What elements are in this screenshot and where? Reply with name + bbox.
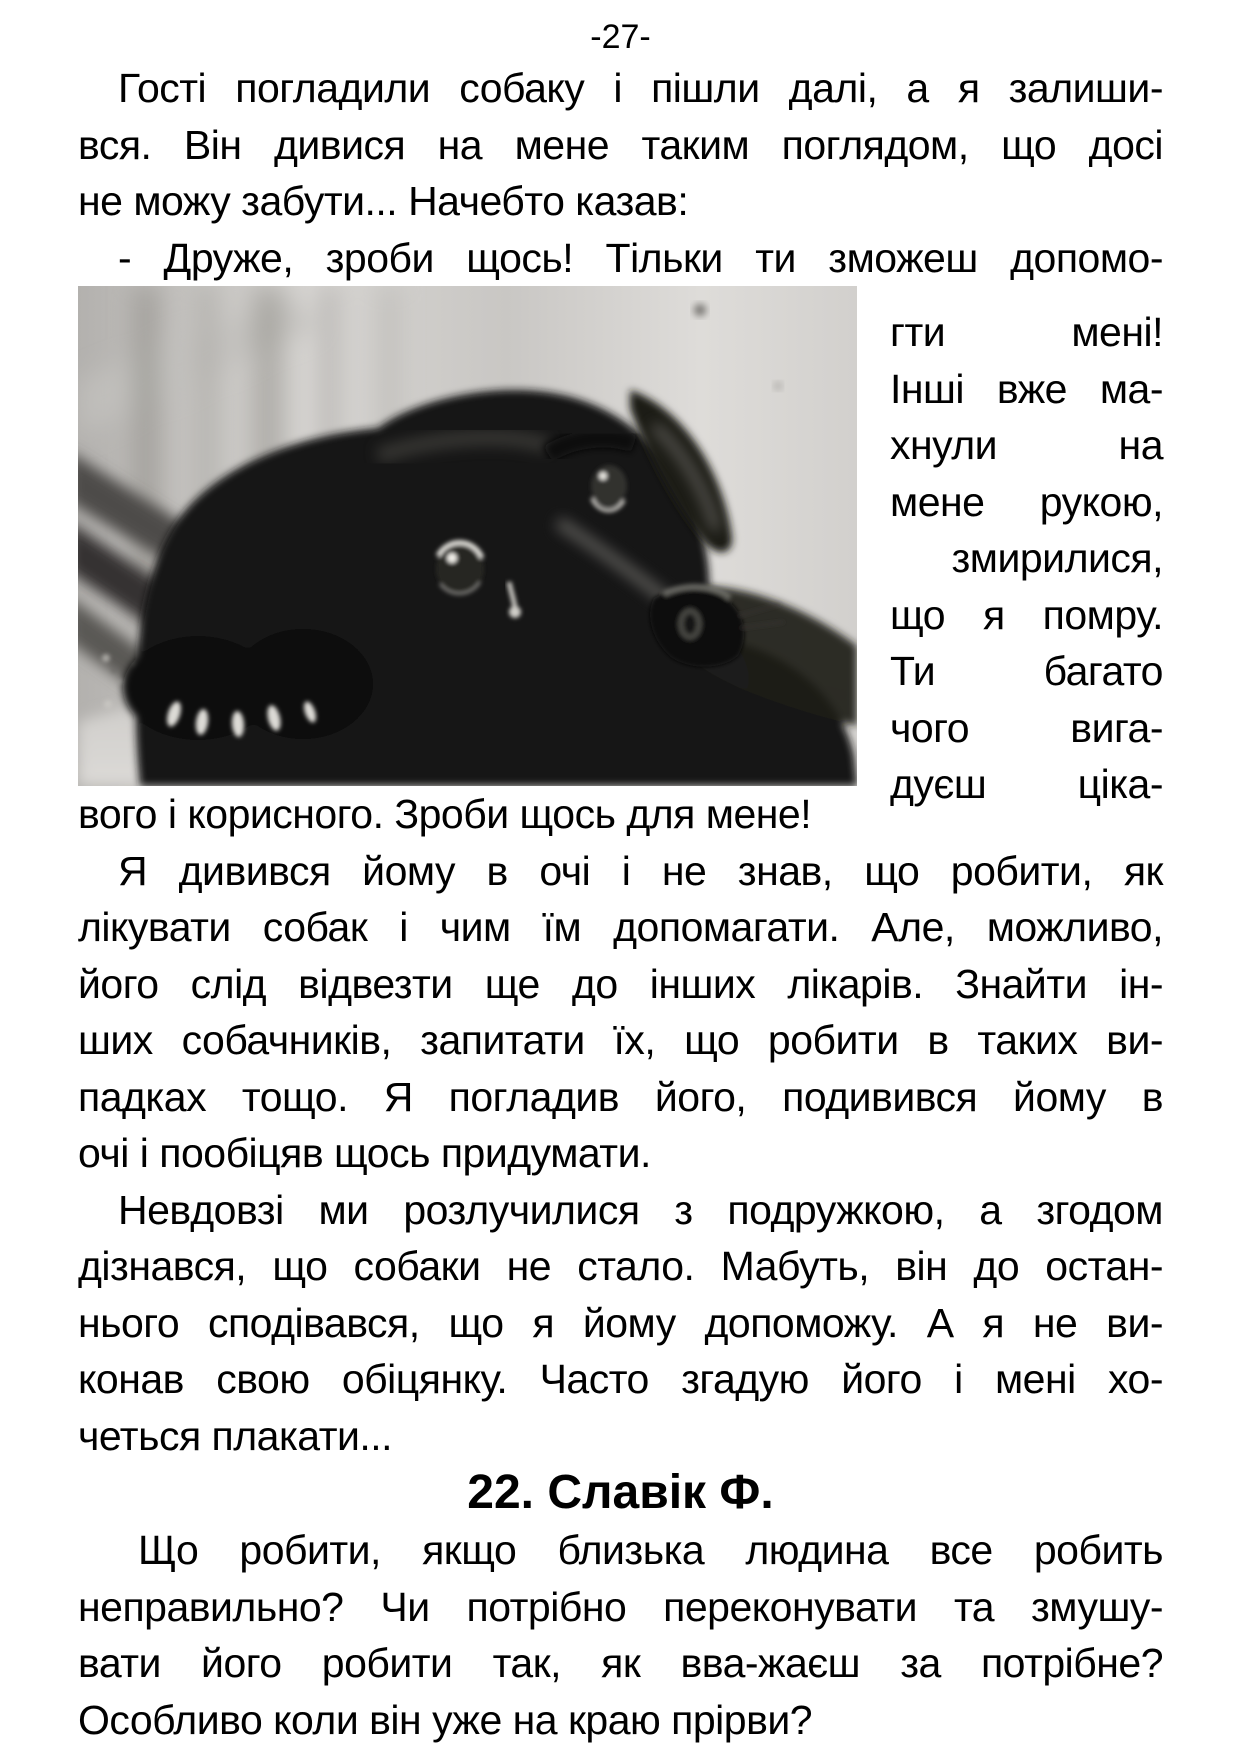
text-line: нього сподівався, що я йому допоможу. А я не ви- [78,1299,1163,1346]
text-line: змирилися, [951,535,1163,581]
dialog-last-line: вого і корисного. Зроби щось для мене! [78,791,812,837]
page-number: -27- [590,18,651,56]
text-line: четься плакати... [78,1412,393,1459]
paragraph-4 [78,1182,1163,1465]
text-line: вати його робити так, як вва-жаєш за потрібне? [78,1640,1163,1686]
text-line: конав свою обіцянку. Часто згадую його і мені хо- [78,1356,1163,1402]
text-line: Особливо коли він уже на краю прірви? [78,1696,813,1743]
text-line: неправильно? Чи потрібно переконувати та змушу- [78,1583,1163,1630]
text-line: мене рукою, [890,478,1163,525]
section-heading: 22. Славік Ф. [467,1466,774,1519]
text-line: що я помру. [890,591,1163,638]
paragraph-1 [78,60,1163,230]
paragraph-5 [78,1522,1163,1748]
text-line: ших собачників, запитати їх, що робити в таких ви- [78,1017,1163,1063]
paragraph-3 [78,843,1163,1182]
text-line: вся. Він дивися на мене таким поглядом, що досі [78,121,1163,168]
text-line: Ти багато [890,648,1163,694]
text-line: Я дивився йому в очі і не знав, що робити, як [118,847,1163,894]
text-line: гти мені! [890,309,1163,355]
text-line: його слід відвезти ще до інших лікарів. Знайти ін- [78,960,1163,1007]
text-line: дізнався, що собаки не стало. Мабуть, він до остан- [78,1243,1163,1289]
sad-dog-photo [78,286,857,786]
text-line: лікувати собак і чим їм допомагати. Але, можливо, [78,904,1163,950]
text-line: Інші вже ма- [890,365,1163,412]
text-line: Гості погладили собаку і пішли далі, а я залиши- [118,65,1163,111]
dialog-side-column [857,286,1163,813]
text-line: хнули на [890,422,1163,468]
photo-and-side-text [78,286,1163,807]
text-line: дуєш ціка- [890,761,1163,807]
text-line: очі і пообіцяв щось придумати. [78,1130,651,1176]
text-line: чого вига- [890,704,1163,751]
text-line: не можу забути... Начебто казав: [78,178,689,224]
text-line: Невдовзі ми розлучилися з подружкою, а згодом [118,1186,1163,1233]
dialog-first-line: - Друже, зроби щось! Тільки ти зможеш допомо- [118,234,1163,281]
text-line: Що робити, якщо близька людина все робить [138,1527,1163,1573]
text-line: падках тощо. Я погладив його, подивився йому в [78,1073,1163,1120]
